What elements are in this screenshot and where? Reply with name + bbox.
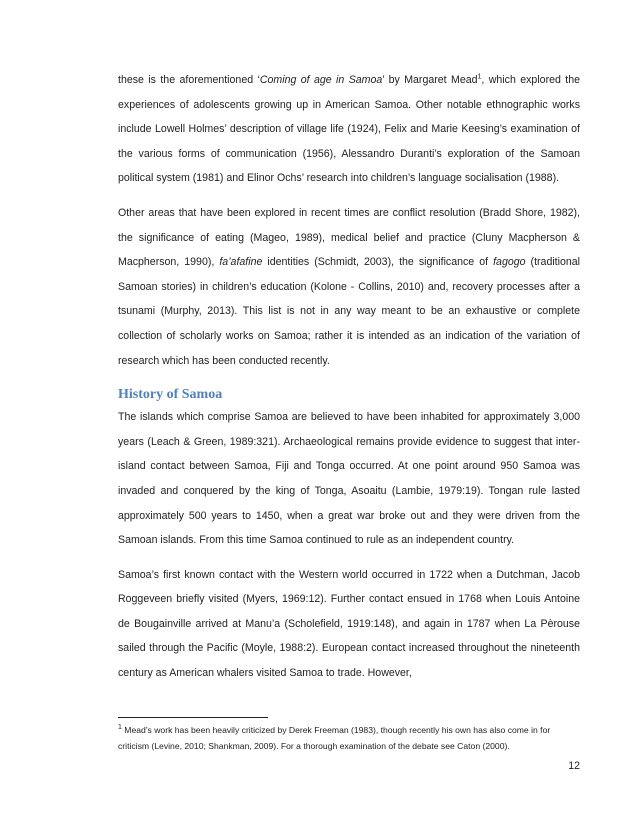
- footnote: [118, 722, 580, 754]
- book-title: Coming of age in Samoa: [259, 74, 383, 86]
- paragraph-history: The islands which comprise Samoa are believed to have been inhabited for approximately 3,000 years (Leach & Green, 1989:321). Archaeological remains provide evidence to suggest that inter-island contact between Samoa, Fiji and Tonga occurred. At one point around 950 Samoa was invaded and conquered by the king of Tonga, Asoaitu (Lambie, 1979:19). Tongan rule lasted approximately 500 years to 1450, when a great war broke out and they were driven from the Samoan islands. From this time Samoa continued to rule as an independent country.: [118, 411, 580, 547]
- footnote-number: 1: [118, 724, 122, 732]
- term-fafafine: fa’afafine: [219, 256, 263, 269]
- footnote-ref: 1: [477, 73, 482, 81]
- term-fagogo: fagogo: [493, 256, 526, 269]
- paragraph-coming-of-age: these is the aforementioned ‘Coming of age in Samoa’ by Margaret Mead$^1$, which explored the experiences of adolescents growing up in American Samoa. Other notable ethnographic works include Lowell Holmes’ description of village life (1924), Felix and Marie Keesing’s examination of the various forms of communication (1956), Alessandro Duranti’s exploration of the Samoan political system (1981) and Elinor Ochs’ research into children’s language socialisation (1988).: [118, 73, 580, 185]
- body-text: [118, 68, 580, 686]
- section-heading: History of Samoa: [118, 387, 223, 403]
- footnote-text: Mead’s work has been heavily criticized by Derek Freeman (1983), though recently his own has also come in for criticism (Levine, 2010; Shankman, 2009). For a thorough examination of the debate see Caton (2000).: [118, 725, 551, 751]
- paragraph-recent-research: Other areas that have been explored in recent times are conflict resolution (Bradd Shore, 1982), the significance of eating (Mageo, 1989), medical belief and practice (Cluny Macpherson & Macpherson, 1990), fa’afafine identities (Schmidt, 2003), the significance of fagogo (traditional Samoan stories) in children’s education (Kolone - Collins, 2010) and, recovery processes after a tsunami (Murphy, 2013). This list is not in any way meant to be an exhaustive or complete collection of scholarly works on Samoa; rather it is intended as an indication of the variation of research which has been conducted recently.: [118, 206, 581, 367]
- paragraph-western-contact: Samoa’s first known contact with the Western world occurred in 1722 when a Dutchman, Jacob Roggeveen briefly visited (Myers, 1969:12). Further contact ensued in 1768 when Louis Antoine de Bougainville arrived at Manu’a (Scholefield, 1919:148), and again in 1787 when La Pèrouse sailed through the Pacific (Moyle, 1988:2). European contact increased throughout the nineteenth century as American whalers visited Samoa to trade. However,: [118, 568, 580, 680]
- footnote-divider: [118, 717, 268, 718]
- page-number: 12: [568, 760, 580, 772]
